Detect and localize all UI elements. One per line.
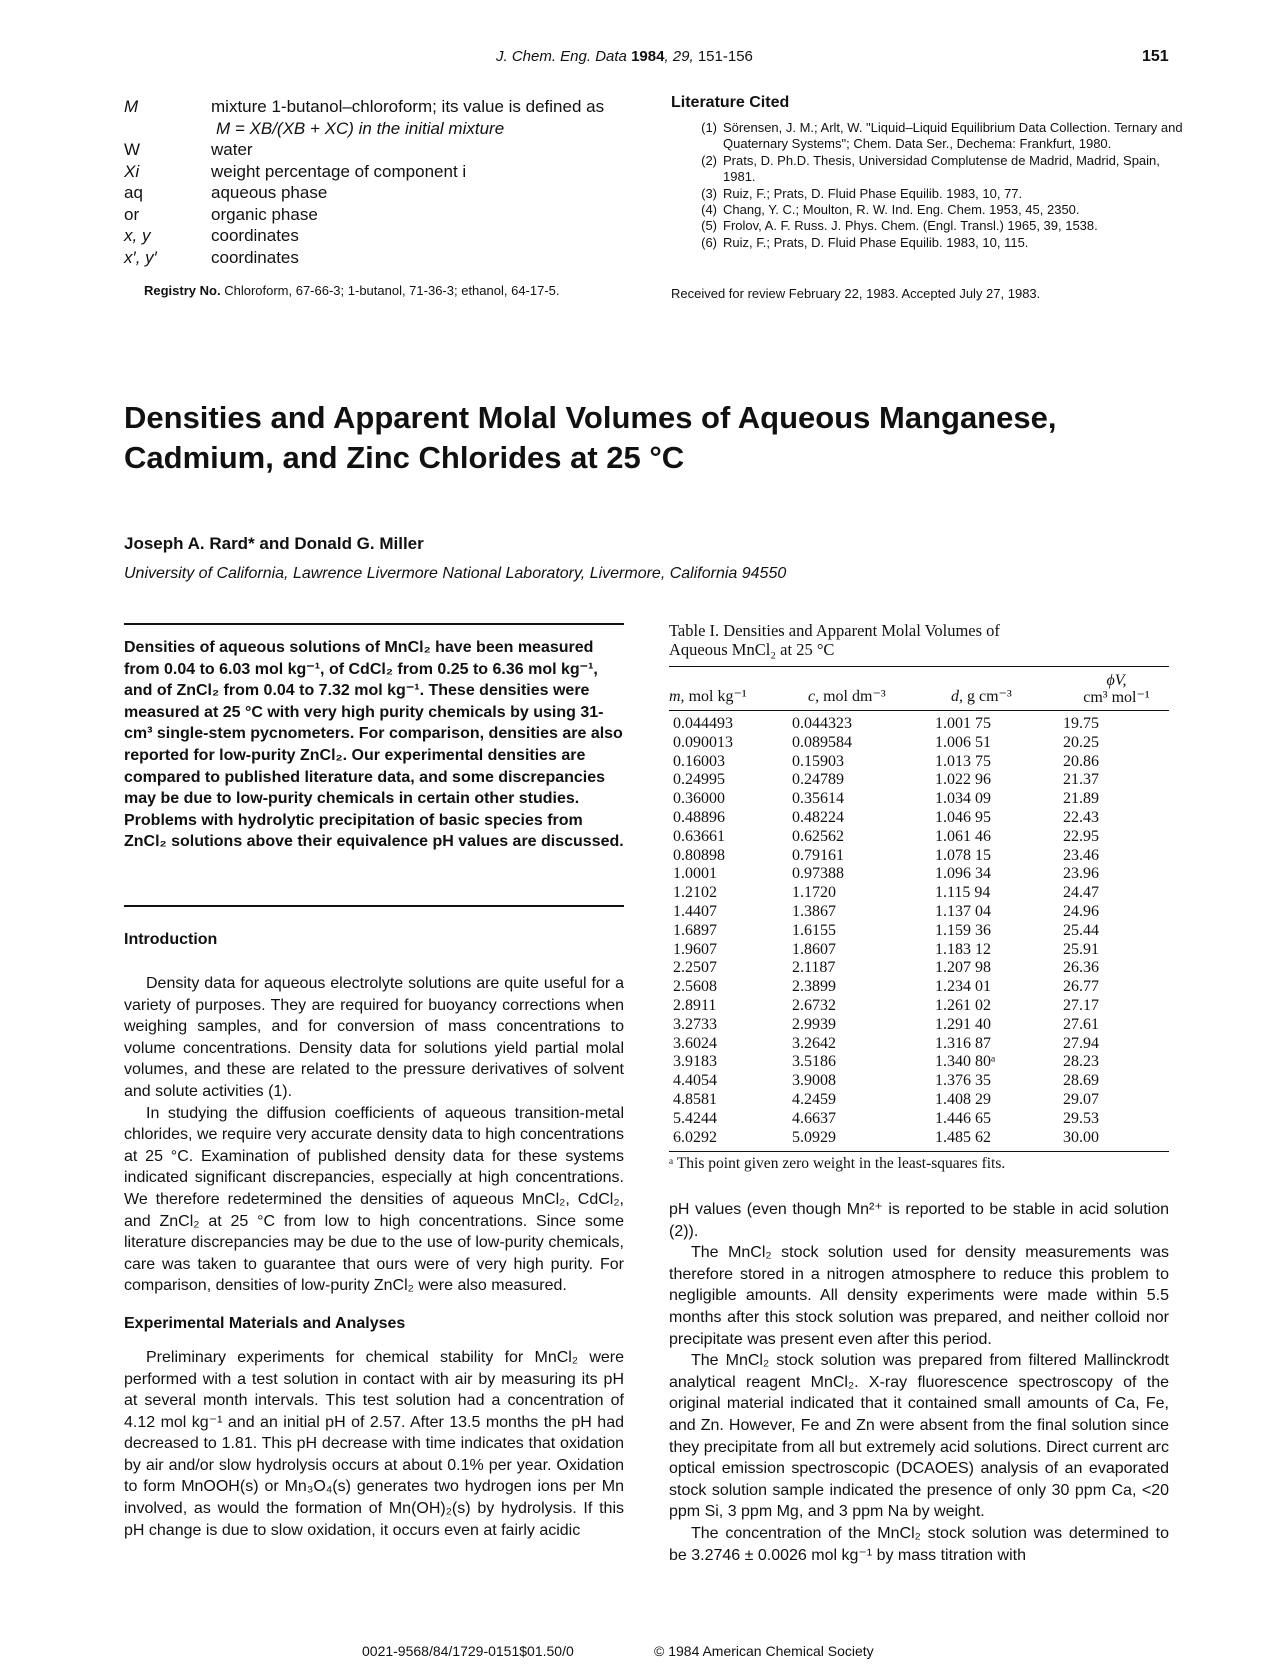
symbol-row: M = XB/(XB + XC) in the initial mixture [216,118,505,138]
table-cell: 1.013 75 [935,752,991,770]
experimental-heading: Experimental Materials and Analyses [124,1314,406,1332]
table-cell: 0.15903 [792,752,844,770]
table-cell: 1.0001 [673,865,717,883]
table-row [669,771,1169,790]
table-cell: 1.006 51 [935,733,991,751]
table-row [669,1129,1169,1148]
reference-item: (6) Ruiz, F.; Prats, D. Fluid Phase Equilib. 1983, 10, 115. [701,234,1029,250]
table-cell: 1.046 95 [935,808,991,826]
table-cell: 0.62562 [792,827,844,845]
table-cell: 0.48224 [792,808,844,826]
abstract-top-rule [124,623,624,625]
table-cell: 3.2642 [792,1034,836,1052]
table-cell: 1.234 01 [935,978,991,996]
table-row [669,941,1169,960]
table-cell: 1.8607 [792,940,836,958]
table-cell: 0.80898 [673,846,725,864]
symbol-row: W water [124,140,253,159]
table-cell: 0.044323 [792,715,852,732]
table-row [669,978,1169,997]
table-cell: 0.16003 [673,752,725,770]
table-cell: 1.2102 [673,884,717,902]
footer-code: 0021-9568/84/1729-0151$01.50/0 [362,1643,574,1659]
table-row [669,753,1169,772]
table-footnote: ᵃ This point given zero weight in the least-squares fits. [669,1155,1006,1172]
table-cell: 25.44 [1063,921,1099,939]
body-paragraph: The MnCl₂ stock solution used for density measurements was therefore stored in a nitrogen atmosphere to reduce this problem to negligible amounts. All density experiments were made within 5.5 months after this stock solution was prepared, and neither colloid nor precipitate was present even after this period. [669,1244,1169,1348]
table-caption: Table I. Densities and Apparent Molal Volumes of Aqueous MnCl₂ at 25 °C [669,621,1000,659]
running-header [0,48,1283,68]
table-cell: 4.6637 [792,1109,836,1127]
table-cell: 0.090013 [673,733,733,751]
body-paragraph: The concentration of the MnCl₂ stock solution was determined to be 3.2746 ± 0.0026 mol kg⁻¹ by mass titration with [669,1524,1169,1564]
table-row [669,903,1169,922]
symbol-row: Xi weight percentage of component i [124,161,467,181]
table-cell: 1.6155 [792,921,836,939]
abstract-bottom-rule [124,905,624,907]
body-paragraph: pH values (even though Mn²⁺ is reported to be stable in acid solution (2)). [669,1201,1169,1240]
table-cell: 0.97388 [792,865,844,883]
table-cell: 1.061 46 [935,827,991,845]
column-header-m: m, mol kg⁻¹ [669,688,747,705]
symbols-glossary [124,96,644,268]
table-cell: 0.63661 [673,827,725,845]
table-cell: 20.86 [1063,752,1099,770]
table-cell: 23.96 [1063,865,1099,883]
body-paragraph: The MnCl₂ stock solution was prepared from filtered Mallinckrodt analytical reagent MnCl₂. X-ray fluorescence spectroscopy of the original material indicated that it contained small amounts of Ca, Fe, and Zn. However, Fe and Zn were absent from the final solution since they precipitate from all but extremely acid solutions. Direct current arc optical emission spectroscopic (DCAOES) analysis of an evaporated stock solution sample indicated the presence of only 30 ppm Ca, <20 ppm Si, 3 ppm Mg, and 3 ppm Na by weight. [669,1352,1169,1521]
table-row [669,997,1169,1016]
table-row [669,715,1169,734]
table-cell: 21.37 [1063,771,1099,789]
table-cell: 22.95 [1063,827,1099,845]
table-cell: 19.75 [1063,715,1099,732]
table-row [669,1016,1169,1035]
table-cell: 2.6732 [792,996,836,1014]
symbol-row: M mixture 1-butanol–chloroform; its value is defined as [124,97,605,116]
reference-item: (3) Ruiz, F.; Prats, D. Fluid Phase Equilib. 1983, 10, 77. [701,185,1023,201]
table-cell: 1.446 65 [935,1109,991,1127]
table-cell: 28.23 [1063,1053,1099,1071]
table-cell: 0.044493 [673,715,733,732]
table-cell: 4.4054 [673,1072,717,1090]
table-cell: 1.159 36 [935,921,991,939]
table-cell: 0.36000 [673,790,725,808]
table-cell: 29.53 [1063,1109,1099,1127]
table-cell: 1.078 15 [935,846,991,864]
table-row [669,1110,1169,1129]
table-cell: 24.47 [1063,884,1099,902]
reference-item: (1) Sörensen, J. M.; Arlt, W. "Liquid–Liquid Equilibrium Data Collection. Ternary and Quaternary Systems"; Chem. Data Ser., Dechema: Frankfurt, 1980. [701,120,1183,152]
intro-paragraph: Density data for aqueous electrolyte solutions are quite useful for a variety of purposes. They are required for buoyancy corrections when weighing samples, and for conversion of mass concentrations to volume concentrations. Density data for solutions yield partial molal volumes, and these are related to the pressure derivatives of solvent and solute activities (1). [124,975,624,1100]
table-cell: 1.183 12 [935,940,991,958]
table-cell: 26.36 [1063,959,1099,977]
table-cell: 1.340 80ᵃ [935,1053,996,1071]
literature-cited [671,94,1191,251]
table-cell: 3.2733 [673,1015,717,1033]
table-cell: 1.9607 [673,940,717,958]
table-cell: 1.485 62 [935,1128,991,1146]
column-header-phi: ϕV, cm³ mol⁻¹ [1083,672,1150,706]
table-row [669,884,1169,903]
journal-citation: J. Chem. Eng. Data 1984, 29, 151-156 [496,48,753,65]
article-authors: Joseph A. Rard* and Donald G. Miller [124,534,424,553]
table-cell: 0.48896 [673,808,725,826]
symbol-row: x, y coordinates [124,226,299,245]
table-row [669,922,1169,941]
table-cell: 6.0292 [673,1128,717,1146]
table-cell: 2.8911 [673,996,717,1014]
table-cell: 1.3867 [792,902,836,920]
table-cell: 0.79161 [792,846,844,864]
table-cell: 5.0929 [792,1128,836,1146]
table-cell: 2.9939 [792,1015,836,1033]
table-cell: 0.089584 [792,733,852,751]
symbol-row: x′, y′ coordinates [124,247,299,267]
table-cell: 4.8581 [673,1090,717,1108]
right-column-body [669,1199,1169,1566]
table-cell: 29.07 [1063,1090,1099,1108]
table-cell: 0.35614 [792,790,844,808]
intro-paragraph: In studying the diffusion coefficients of aqueous transition-metal chlorides, we require very accurate density data to high concentrations at 25 °C. Examination of published density data for these systems indicated significant discrepancies, especially at high concentrations. We therefore redetermined the densities of aqueous MnCl₂, CdCl₂, and ZnCl₂ at 25 °C from low to high concentrations. Since some literature discrepancies may be due to the use of low-purity chemicals, care was taken to guarantee that ours were of very high purity. For comparison, densities of low-purity ZnCl₂ were also measured. [124,1104,624,1295]
table-cell: 2.2507 [673,959,717,977]
table-cell: 1.408 29 [935,1090,991,1108]
table-row [669,865,1169,884]
table-body [669,711,1169,1152]
table-cell: 1.022 96 [935,771,991,789]
reference-item: (5) Frolov, A. F. Russ. J. Phys. Chem. (Engl. Transl.) 1965, 39, 1538. [701,218,1098,234]
table-cell: 1.001 75 [935,715,991,732]
table-row [669,734,1169,753]
table-cell: 0.24995 [673,771,725,789]
table-cell: 1.376 35 [935,1072,991,1090]
symbol-row: aq aqueous phase [124,183,328,202]
table-row [669,809,1169,828]
table-cell: 27.94 [1063,1034,1099,1052]
table-cell: 21.89 [1063,790,1099,808]
registry-numbers: Registry No. Chloroform, 67-66-3; 1-butanol, 71-36-3; ethanol, 64-17-5. [144,283,560,298]
symbol-row: or organic phase [124,204,318,224]
introduction-heading: Introduction [124,931,218,948]
table-cell: 1.207 98 [935,959,991,977]
received-date: Received for review February 22, 1983. Accepted July 27, 1983. [671,286,1041,301]
table-cell: 0.24789 [792,771,844,789]
table-densities [669,666,1169,1152]
article-title: Densities and Apparent Molal Volumes of Aqueous Manganese, Cadmium, and Zinc Chlorides at 25 °C [124,400,1057,475]
table-row [669,959,1169,978]
table-cell: 3.9008 [792,1072,836,1090]
table-cell: 2.1187 [792,959,836,977]
table-cell: 24.96 [1063,902,1099,920]
experimental-paragraph: Preliminary experiments for chemical stability for MnCl₂ were performed with a test solution in contact with air by measuring its pH at several month intervals. This test solution had a concentration of 4.12 mol kg⁻¹ and an initial pH of 2.57. After 13.5 months the pH had decreased to 1.81. This pH decrease with time indicates that oxidation by air and/or slow hydrolysis occurs at about 0.1% per year. Oxidation to form MnOOH(s) or Mn₃O₄(s) generates two hydrogen ions per Mn involved, as would the formation of Mn(OH)₂(s) by hydrolysis. If this pH change is due to slow oxidation, it occurs even at fairly acidic [124,1348,624,1539]
table-cell: 1.6897 [673,921,717,939]
left-column-body [124,931,624,1541]
article-affiliation: University of California, Lawrence Livermore National Laboratory, Livermore, California 94550 [124,565,787,582]
table-cell: 1.316 87 [935,1034,991,1052]
table-cell: 3.6024 [673,1034,717,1052]
table-cell: 1.261 02 [935,996,991,1014]
table-row [669,1091,1169,1110]
column-header-d: d, g cm⁻³ [951,688,1012,705]
abstract: Densities of aqueous solutions of MnCl₂ have been measured from 0.04 to 6.03 mol kg⁻¹, of CdCl₂ from 0.25 to 6.36 mol kg⁻¹, and of ZnCl₂ from 0.04 to 7.32 mol kg⁻¹. These densities were measured at 25 °C with very high purity chemicals by using 31-cm³ single-stem pycnometers. For comparison, densities are also reported for low-purity ZnCl₂. Our experimental densities are compared to published literature data, and some discrepancies may be due to low-purity chemicals in certain other studies. Problems with hydrolytic precipitation of basic species from ZnCl₂ solutions above their equivalence pH values are discussed. [124,639,624,851]
table-cell: 23.46 [1063,846,1099,864]
table-cell: 4.2459 [792,1090,836,1108]
table-cell: 20.25 [1063,733,1099,751]
footer-copyright: © 1984 American Chemical Society [654,1643,874,1659]
table-row [669,1072,1169,1091]
table-cell: 3.9183 [673,1053,717,1071]
table-row [669,790,1169,809]
table-cell: 26.77 [1063,978,1099,996]
reference-item: (4) Chang, Y. C.; Moulton, R. W. Ind. Eng. Chem. 1953, 45, 2350. [701,202,1080,218]
table-cell: 1.291 40 [935,1015,991,1033]
table-cell: 1.4407 [673,902,717,920]
table-cell: 1.115 94 [935,884,991,902]
table-cell: 3.5186 [792,1053,836,1071]
table-cell: 22.43 [1063,808,1099,826]
table-cell: 1.137 04 [935,902,991,920]
table-cell: 1.034 09 [935,790,991,808]
table-cell: 1.1720 [792,884,836,902]
table-cell: 1.096 34 [935,865,991,883]
table-header [669,666,1169,711]
table-cell: 27.17 [1063,996,1099,1014]
page-number: 151 [1142,48,1169,65]
table-cell: 25.91 [1063,940,1099,958]
table-row [669,1053,1169,1072]
literature-heading: Literature Cited [671,94,790,111]
table-cell: 5.4244 [673,1109,717,1127]
table-cell: 2.5608 [673,978,717,996]
table-row [669,828,1169,847]
table-row [669,1035,1169,1054]
table-row [669,847,1169,866]
table-cell: 30.00 [1063,1128,1099,1146]
table-cell: 27.61 [1063,1015,1099,1033]
table-cell: 28.69 [1063,1072,1099,1090]
reference-item: (2) Prats, D. Ph.D. Thesis, Universidad Complutense de Madrid, Madrid, Spain, 1981. [701,152,1160,185]
table-cell: 2.3899 [792,978,836,996]
column-header-c: c, mol dm⁻³ [808,688,886,705]
